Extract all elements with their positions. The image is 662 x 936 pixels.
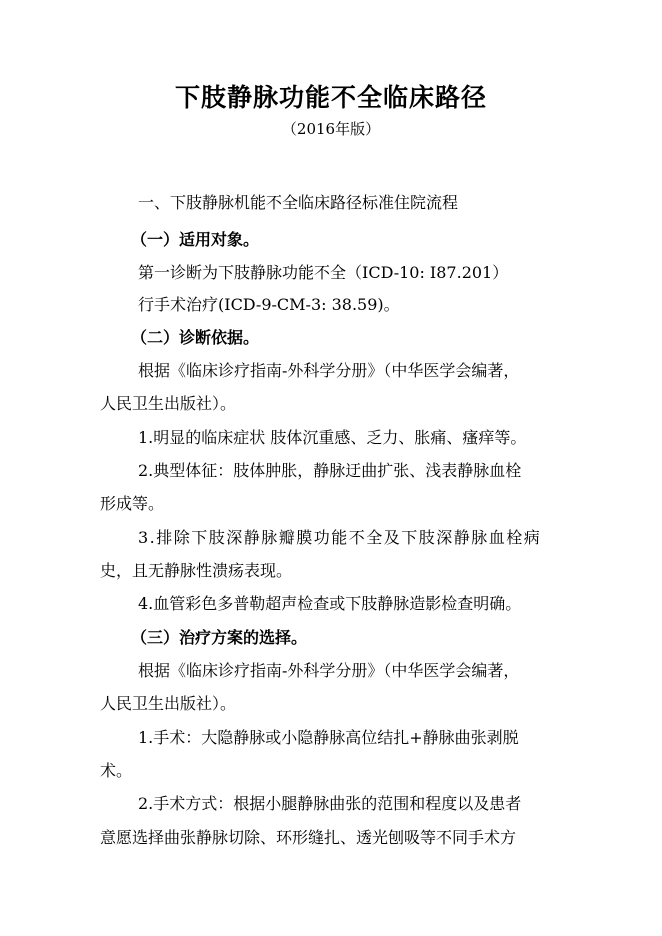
subsection-heading-diagnosis: （二）诊断依据。	[131, 328, 260, 347]
list-item: 4.血管彩色多普勒超声检查或下肢静脉造影检查明确。	[138, 594, 522, 613]
paragraph-line: 人民卫生出版社）。	[100, 394, 237, 413]
list-item: 1.手术：大隐静脉或小隐静脉高位结扎+静脉曲张剥脱	[138, 728, 519, 747]
section-heading-1: 一、下肢静脉机能不全临床路径标准住院流程	[138, 193, 459, 212]
paragraph-line: 第一诊断为下肢静脉功能不全（ICD-10: I87.201）	[138, 263, 509, 282]
list-item-continuation: 意愿选择曲张静脉切除、环形缝扎、透光刨吸等不同手术方	[100, 828, 517, 847]
list-item-continuation: 术。	[100, 761, 133, 780]
paragraph-line: 根据《临床诊疗指南-外科学分册》（中华医学会编著，	[138, 661, 520, 680]
document-title: 下肢静脉功能不全临床路径	[174, 83, 487, 112]
document-edition: （2016年版）	[281, 120, 381, 138]
subsection-heading-treatment: （三）治疗方案的选择。	[131, 628, 308, 647]
paragraph-line: 根据《临床诊疗指南-外科学分册》（中华医学会编著，	[138, 361, 520, 380]
list-item: 1.明显的临床症状 肢体沉重感、乏力、胀痛、瘙痒等。	[138, 428, 527, 447]
subsection-heading-applicable: （一）适用对象。	[131, 230, 260, 249]
paragraph-line: 人民卫生出版社）。	[100, 694, 237, 713]
list-item-continuation: 形成等。	[100, 494, 165, 513]
paragraph-line: 行手术治疗(ICD-9-CM-3: 38.59)。	[138, 295, 400, 314]
list-item: 3.排除下肢深静脉瓣膜功能不全及下肢深静脉血栓病	[138, 528, 542, 547]
list-item-continuation: 史，且无静脉性溃疡表现。	[100, 561, 293, 580]
list-item: 2.典型体征：肢体肿胀，静脉迂曲扩张、浅表静脉血栓	[138, 461, 522, 480]
list-item: 2.手术方式：根据小腿静脉曲张的范围和程度以及患者	[138, 794, 522, 813]
